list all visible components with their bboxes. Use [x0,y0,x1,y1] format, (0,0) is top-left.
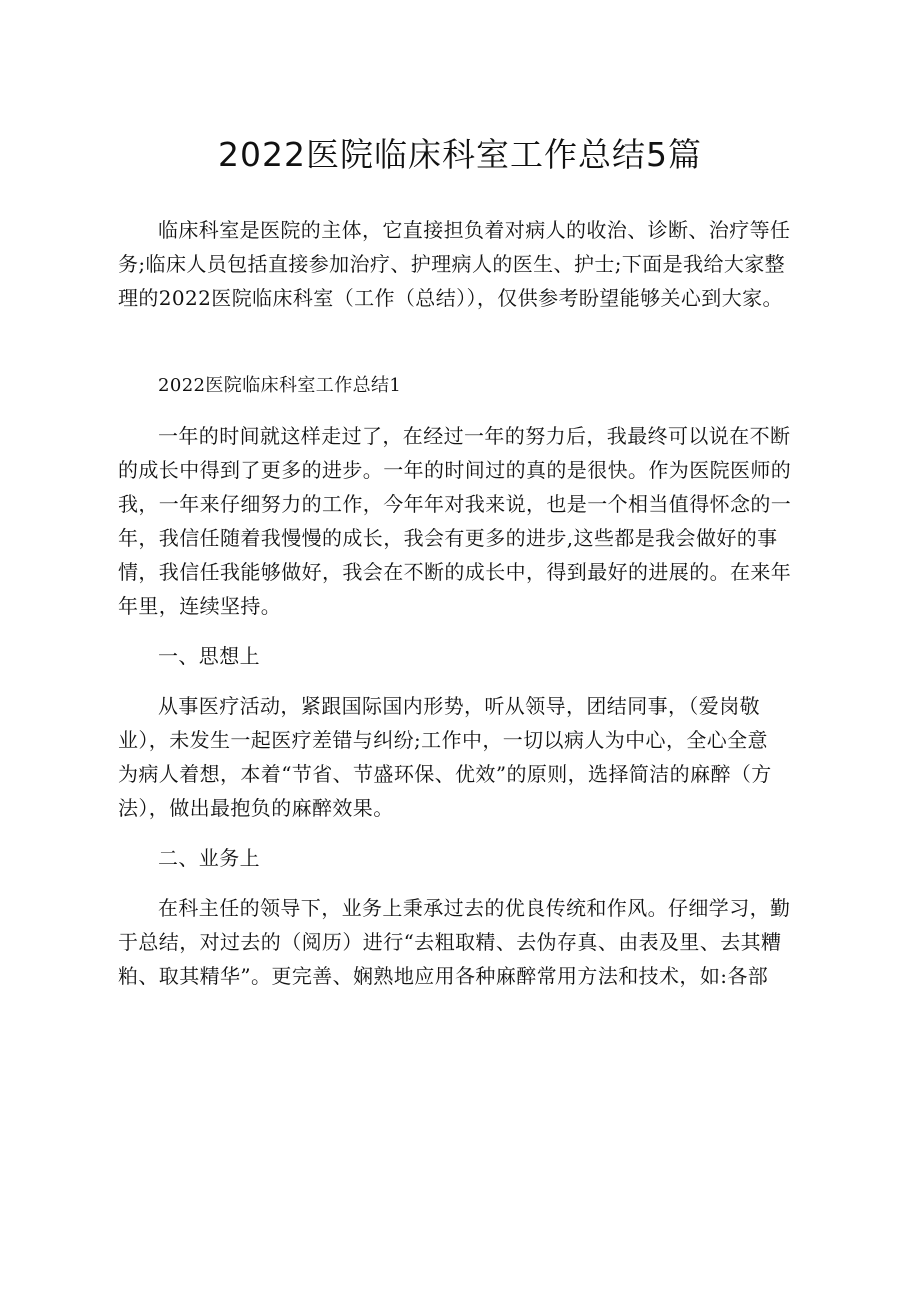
para-line: 业），未发生一起医疗差错与纠纷;工作中，一切以病人为中心，全心全意 [118,728,768,752]
intro-line: 理的2022医院临床科室（工作（总结）），仅供参考盼望能够关心到大家。 [118,286,783,310]
para-line: 年，我信任随着我慢慢的成长，我会有更多的进步,这些都是我会做好的事 [118,526,778,550]
para-line: 年里，连续坚持。 [118,594,282,618]
intro-line: 务;临床人员包括直接参加治疗、护理病人的医生、护士;下面是我给大家整 [118,252,786,276]
para-line: 法），做出最抱负的麻醉效果。 [118,796,394,820]
para-line: 从事医疗活动，紧跟国际国内形势，听从领导，团结同事，（爱岗敬 [158,694,760,718]
para-line: 在科主任的领导下，业务上秉承过去的优良传统和作风。仔细学习，勤 [158,896,791,920]
para-line: 情，我信任我能够做好，我会在不断的成长中，得到最好的进展的。在来年 [118,560,792,584]
intro-paragraph [118,213,794,315]
paragraph-3 [118,891,794,993]
para-line: 为病人着想，本着“节省、节盛环保、优效”的原则，选择简洁的麻醉（方 [118,762,772,786]
para-line: 一年的时间就这样走过了，在经过一年的努力后，我最终可以说在不断 [158,424,791,448]
para-line: 的成长中得到了更多的进步。一年的时间过的真的是很快。作为医院医师的 [118,458,792,482]
heading-business-text: 二、业务上 [158,846,260,870]
paragraph-1 [118,419,794,623]
document-body [118,213,794,993]
heading-thought [118,639,794,673]
section-heading [118,369,794,403]
paragraph-2 [118,689,794,825]
para-line: 于总结，对过去的（阅历）进行“去粗取精、去伪存真、由表及里、去其糟 [118,930,782,954]
heading-business [118,841,794,875]
document-title: 2022医院临床科室工作总结5篇 [218,135,702,174]
para-line: 粕、取其精华”。更完善、娴熟地应用各种麻醉常用方法和技术，如:各部 [118,964,769,988]
para-line: 我，一年来仔细努力的工作，今年年对我来说，也是一个相当值得怀念的一 [118,492,792,516]
section-heading-text: 2022医院临床科室工作总结1 [158,375,402,396]
intro-line: 临床科室是医院的主体，它直接担负着对病人的收治、诊断、治疗等任 [158,218,791,242]
heading-thought-text: 一、思想上 [158,644,260,668]
